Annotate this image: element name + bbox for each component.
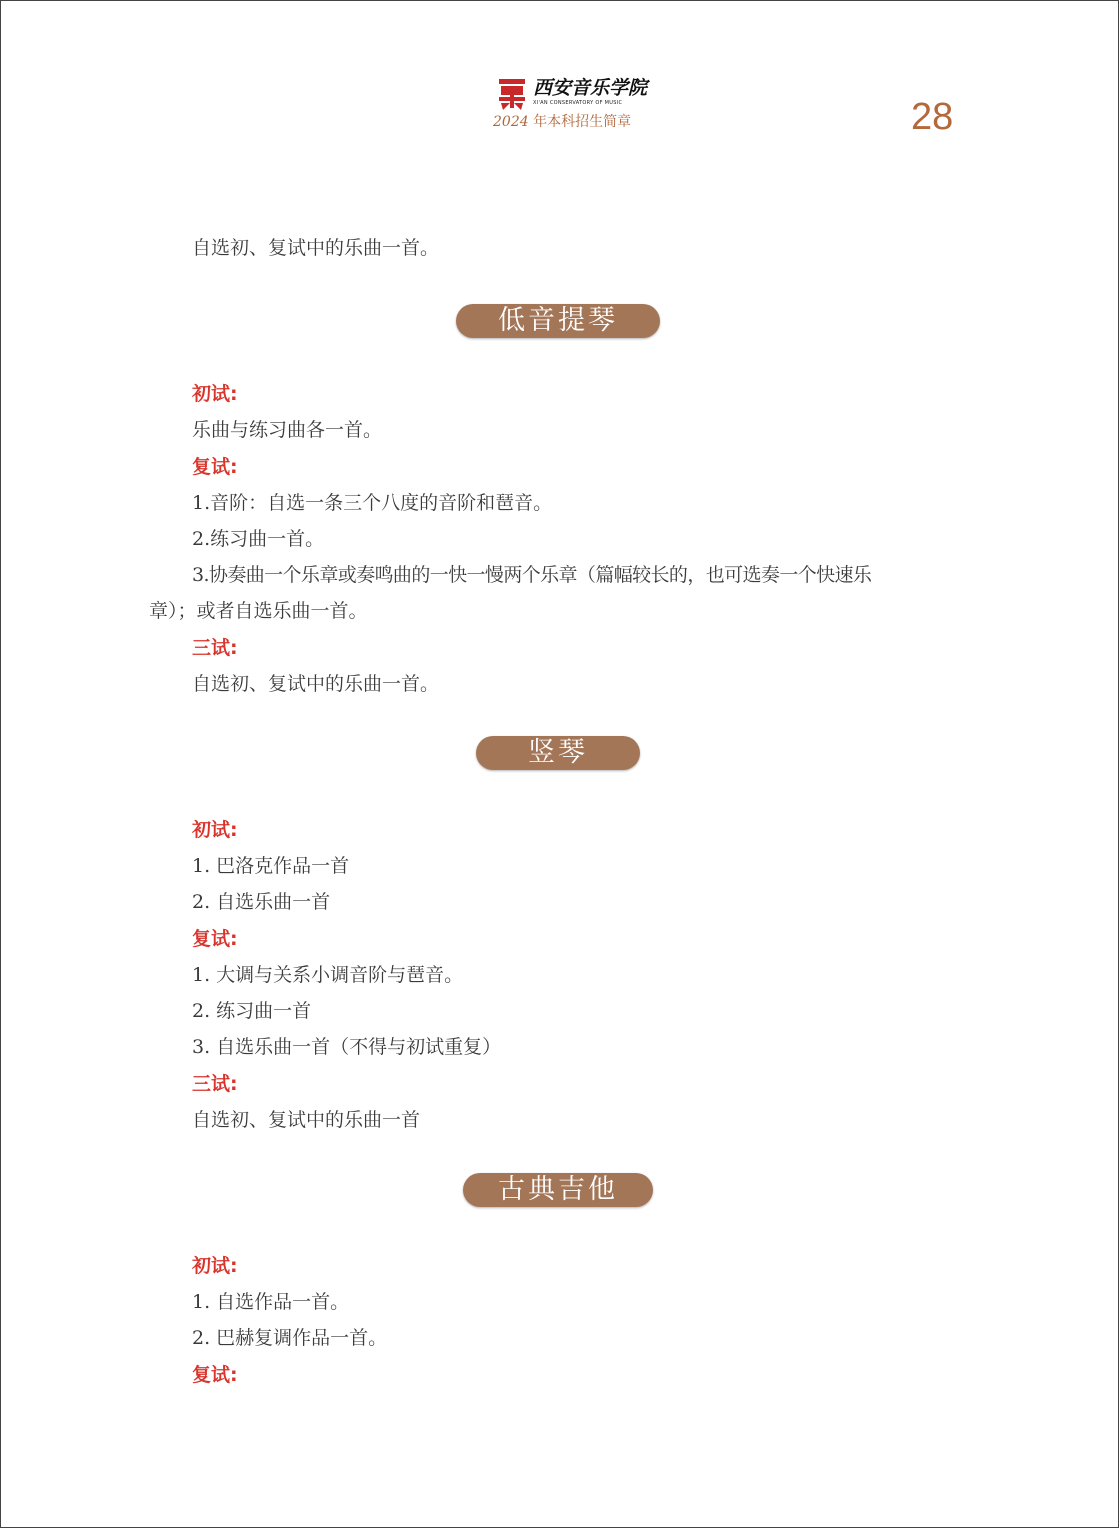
- requirement-line: 2. 练习曲一首: [192, 1000, 312, 1022]
- intro-line: 自选初、复试中的乐曲一首。: [192, 237, 440, 259]
- page-number: 28: [911, 96, 954, 138]
- section-title-classical-guitar: 古典吉他: [463, 1173, 653, 1207]
- brochure-subtitle: [493, 113, 631, 131]
- seal-icon: [497, 77, 527, 111]
- requirement-line: 2.练习曲一首。: [192, 528, 325, 550]
- round-label: 初试:: [192, 819, 238, 841]
- requirement-line: 1. 巴洛克作品一首: [192, 855, 350, 877]
- requirement-line: 1. 大调与关系小调音阶与琶音。: [192, 964, 464, 986]
- requirement-line: 2. 巴赫复调作品一首。: [192, 1327, 388, 1349]
- requirement-line: 2. 自选乐曲一首: [192, 891, 331, 913]
- round-label: 三试:: [192, 1073, 238, 1095]
- year: 2024: [493, 114, 529, 130]
- logo-text-group: [533, 77, 647, 107]
- round-label: 复试:: [192, 456, 238, 478]
- round-label: 三试:: [192, 637, 238, 659]
- requirement-line: 3. 自选乐曲一首（不得与初试重复）: [192, 1036, 502, 1058]
- school-name: 西安音乐学院: [533, 77, 648, 99]
- subtitle-text: 年本科招生简章: [533, 114, 632, 130]
- requirement-line: 1. 自选作品一首。: [192, 1291, 350, 1313]
- requirement-line: 乐曲与练习曲各一首。: [192, 419, 383, 441]
- school-logo: [493, 77, 653, 133]
- round-label: 复试:: [192, 1364, 238, 1386]
- round-label: 初试:: [192, 383, 238, 405]
- requirement-line: 章）；或者自选乐曲一首。: [149, 600, 368, 622]
- section-title-double-bass: 低音提琴: [456, 304, 660, 338]
- requirement-line: 3.协奏曲一个乐章或奏鸣曲的一快一慢两个乐章（篇幅较长的，也可选奏一个快速乐: [192, 564, 872, 586]
- requirement-line: 自选初、复试中的乐曲一首。: [192, 673, 440, 695]
- section-title-harp: 竖琴: [476, 736, 640, 770]
- round-label: 复试:: [192, 928, 238, 950]
- requirement-line: 自选初、复试中的乐曲一首: [192, 1109, 421, 1131]
- requirement-line: 1.音阶：自选一条三个八度的音阶和琶音。: [192, 492, 553, 514]
- school-name-en: XI'AN CONSERVATORY OF MUSIC: [533, 100, 623, 106]
- round-label: 初试:: [192, 1255, 238, 1277]
